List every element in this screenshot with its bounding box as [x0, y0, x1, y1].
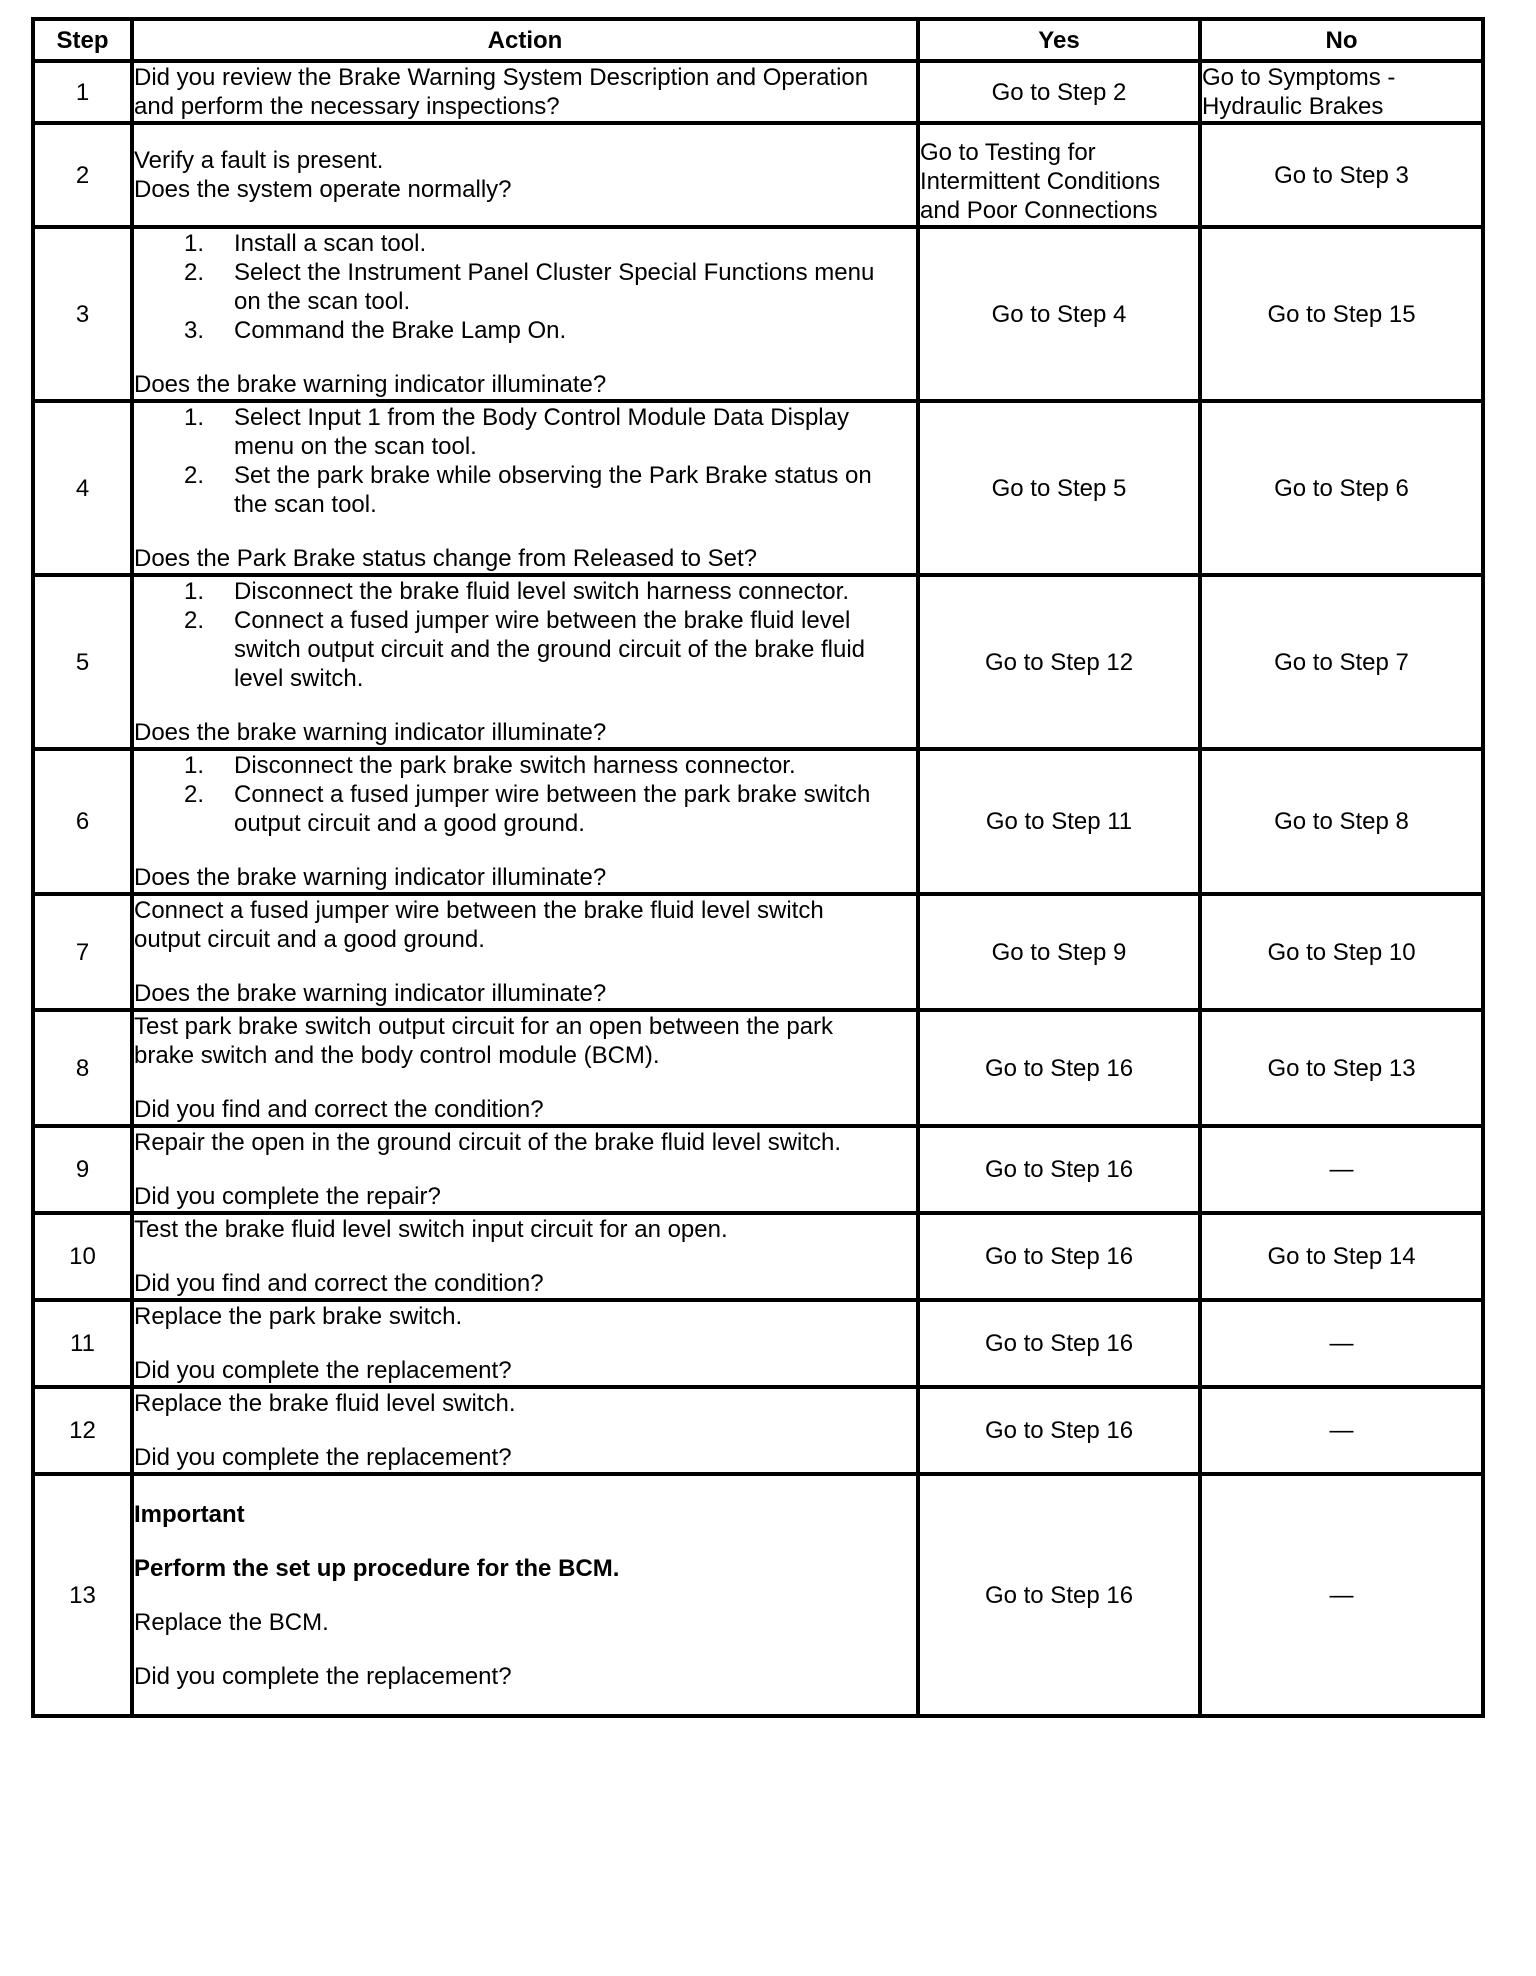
action-text: brake switch and the body control module (BCM).	[134, 1042, 660, 1069]
no-text: Go to Symptoms -	[1202, 64, 1396, 91]
list-item: 1. Disconnect the park brake switch harness connector.	[184, 752, 796, 779]
yes-cell: Go to Step 16	[918, 1010, 1200, 1126]
step-number: 5	[33, 575, 132, 749]
action-question: Did you find and correct the condition?	[134, 1096, 544, 1123]
action-question: Does the brake warning indicator illuminate?	[134, 371, 607, 398]
table-row	[33, 749, 1483, 894]
step-number: 6	[33, 749, 132, 894]
yes-cell: Go to Step 16	[918, 1474, 1200, 1716]
step-number: 12	[33, 1387, 132, 1474]
action-text: Test park brake switch output circuit for an open between the park	[134, 1013, 834, 1040]
table-row	[33, 401, 1483, 575]
no-cell: Go to Step 14	[1200, 1213, 1483, 1300]
yes-cell: Go to Step 2	[918, 61, 1200, 123]
no-cell: Go to Step 7	[1200, 575, 1483, 749]
action-cell	[132, 1387, 918, 1474]
action-cell	[132, 1300, 918, 1387]
action-cell	[132, 894, 918, 1010]
action-question: Did you find and correct the condition?	[134, 1270, 544, 1297]
no-cell: —	[1200, 1387, 1483, 1474]
action-question: Does the system operate normally?	[134, 176, 512, 203]
list-item: 1. Select Input 1 from the Body Control Module Data Display menu on the scan tool.	[184, 404, 849, 460]
no-cell: Go to Step 13	[1200, 1010, 1483, 1126]
action-text: Verify a fault is present.	[134, 147, 384, 174]
action-text: Replace the BCM.	[134, 1608, 329, 1636]
yes-text: Go to Testing for	[920, 139, 1096, 166]
action-question: Did you complete the replacement?	[134, 1444, 512, 1471]
action-text: Connect a fused jumper wire between the brake fluid level switch	[134, 897, 824, 924]
yes-text: Intermittent Conditions	[920, 168, 1161, 195]
list-item: 1. Install a scan tool.	[184, 230, 427, 257]
action-cell	[132, 61, 918, 123]
action-text: Replace the brake fluid level switch.	[134, 1390, 516, 1417]
table-row	[33, 894, 1483, 1010]
numbered-list	[134, 577, 916, 693]
action-question: Did you complete the replacement?	[134, 1662, 512, 1690]
action-cell	[132, 1126, 918, 1213]
step-number: 3	[33, 227, 132, 401]
table-row	[33, 1213, 1483, 1300]
action-cell	[132, 1213, 918, 1300]
step-number: 1	[33, 61, 132, 123]
header-action: Action	[132, 19, 918, 61]
no-cell: —	[1200, 1300, 1483, 1387]
diagnostic-table	[31, 17, 1485, 1718]
no-cell: Go to Step 8	[1200, 749, 1483, 894]
action-text: output circuit and a good ground.	[134, 926, 485, 953]
step-number: 8	[33, 1010, 132, 1126]
header-yes: Yes	[918, 19, 1200, 61]
table-row	[33, 227, 1483, 401]
step-number: 4	[33, 401, 132, 575]
action-text: and perform the necessary inspections?	[134, 93, 560, 120]
list-item: 2. Connect a fused jumper wire between the brake fluid level switch output circuit and the ground circuit of the brake fluid level switch.	[184, 607, 866, 692]
list-item: 2. Connect a fused jumper wire between the park brake switch output circuit and a good ground.	[184, 781, 871, 837]
no-cell: —	[1200, 1126, 1483, 1213]
action-question: Does the brake warning indicator illuminate?	[134, 864, 607, 891]
yes-cell: Go to Step 16	[918, 1300, 1200, 1387]
table-row	[33, 123, 1483, 227]
step-number: 9	[33, 1126, 132, 1213]
action-cell	[132, 749, 918, 894]
important-note: Perform the set up procedure for the BCM.	[134, 1554, 620, 1582]
action-question: Did you complete the replacement?	[134, 1357, 512, 1384]
yes-cell: Go to Step 16	[918, 1213, 1200, 1300]
no-cell: —	[1200, 1474, 1483, 1716]
action-text: Replace the park brake switch.	[134, 1303, 463, 1330]
action-text: Test the brake fluid level switch input circuit for an open.	[134, 1216, 728, 1243]
table-row	[33, 1474, 1483, 1716]
step-number: 13	[33, 1474, 132, 1716]
yes-cell	[918, 123, 1200, 227]
yes-cell: Go to Step 12	[918, 575, 1200, 749]
yes-cell: Go to Step 16	[918, 1387, 1200, 1474]
table-row	[33, 1300, 1483, 1387]
yes-text: and Poor Connections	[920, 197, 1158, 224]
numbered-list	[134, 403, 916, 519]
yes-cell: Go to Step 16	[918, 1126, 1200, 1213]
no-cell: Go to Step 6	[1200, 401, 1483, 575]
no-cell: Go to Step 15	[1200, 227, 1483, 401]
action-text: Did you review the Brake Warning System Description and Operation	[134, 64, 869, 91]
yes-cell: Go to Step 11	[918, 749, 1200, 894]
step-number: 7	[33, 894, 132, 1010]
table-row	[33, 575, 1483, 749]
action-text: Repair the open in the ground circuit of the brake fluid level switch.	[134, 1129, 842, 1156]
action-cell	[132, 227, 918, 401]
list-item: 1. Disconnect the brake fluid level switch harness connector.	[184, 578, 849, 605]
action-cell	[132, 575, 918, 749]
action-question: Does the Park Brake status change from Released to Set?	[134, 545, 758, 572]
no-cell: Go to Step 10	[1200, 894, 1483, 1010]
no-cell	[1200, 61, 1483, 123]
list-item: 2. Select the Instrument Panel Cluster Special Functions menu on the scan tool.	[184, 259, 875, 315]
header-row	[33, 19, 1483, 61]
table-row	[33, 1387, 1483, 1474]
no-cell: Go to Step 3	[1200, 123, 1483, 227]
numbered-list	[134, 751, 916, 838]
yes-cell: Go to Step 5	[918, 401, 1200, 575]
yes-cell: Go to Step 9	[918, 894, 1200, 1010]
list-item: 2. Set the park brake while observing the Park Brake status on the scan tool.	[184, 462, 872, 518]
action-cell	[132, 123, 918, 227]
important-label: Important	[134, 1500, 245, 1528]
table-row	[33, 61, 1483, 123]
action-cell	[132, 401, 918, 575]
list-item: 3. Command the Brake Lamp On.	[184, 317, 567, 344]
numbered-list	[134, 229, 916, 345]
step-number: 11	[33, 1300, 132, 1387]
table-row	[33, 1010, 1483, 1126]
action-cell	[132, 1010, 918, 1126]
header-no: No	[1200, 19, 1483, 61]
step-number: 2	[33, 123, 132, 227]
no-text: Hydraulic Brakes	[1202, 93, 1384, 120]
action-question: Did you complete the repair?	[134, 1183, 441, 1210]
action-question: Does the brake warning indicator illuminate?	[134, 980, 607, 1007]
header-step: Step	[33, 19, 132, 61]
action-cell	[132, 1474, 918, 1716]
table-row	[33, 1126, 1483, 1213]
yes-cell: Go to Step 4	[918, 227, 1200, 401]
step-number: 10	[33, 1213, 132, 1300]
action-question: Does the brake warning indicator illuminate?	[134, 719, 607, 746]
